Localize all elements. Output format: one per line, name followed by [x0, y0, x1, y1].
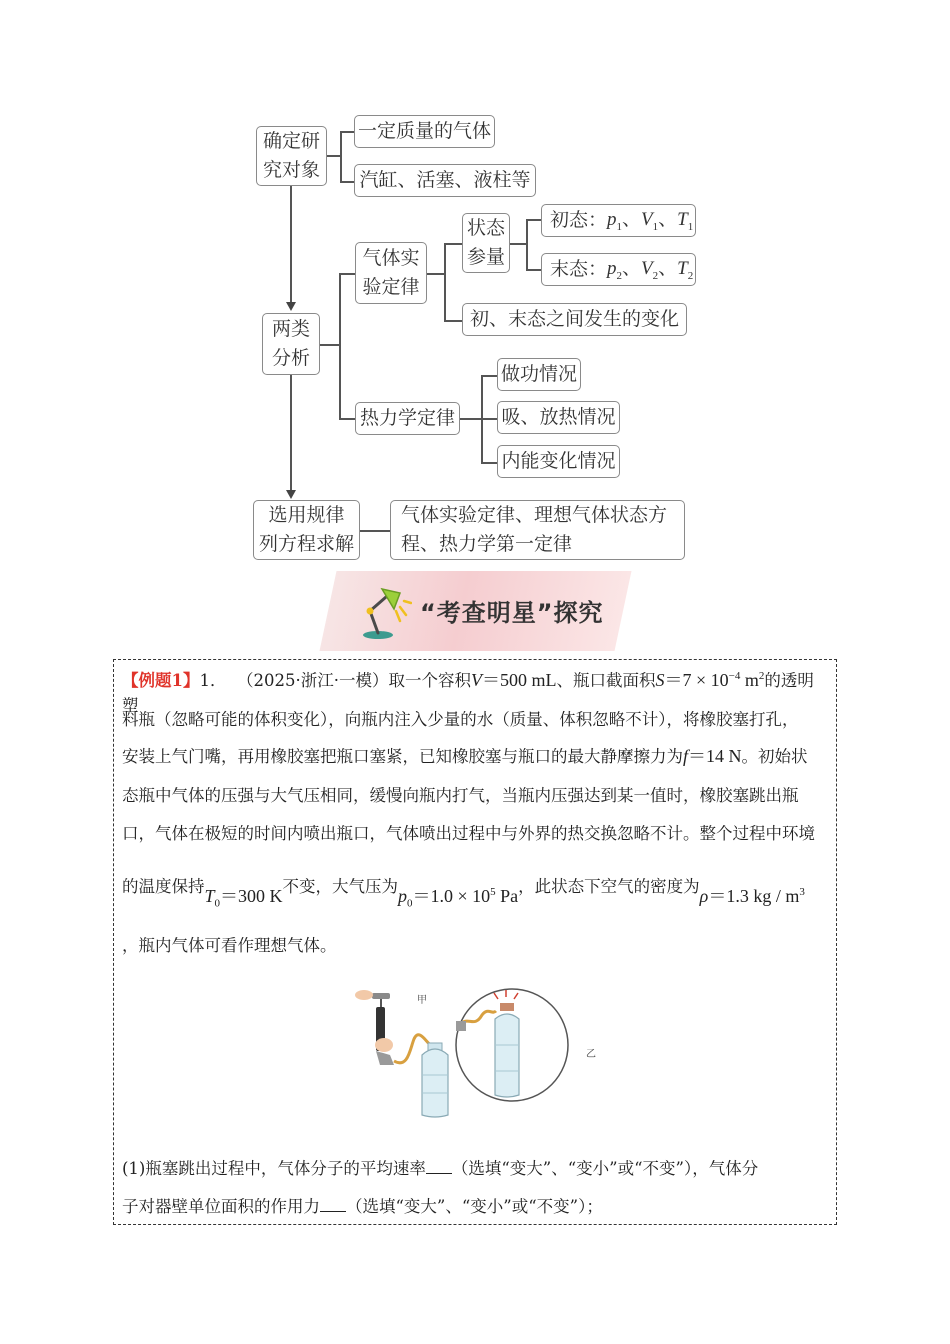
node-work	[497, 358, 581, 391]
connector	[340, 131, 342, 181]
answer-blank[interactable]	[320, 1197, 346, 1212]
text: 、瓶口截面积	[556, 671, 656, 690]
connector	[481, 375, 497, 377]
unit: Pa	[500, 886, 519, 906]
text: 取一个容积	[388, 671, 471, 690]
text: 。初始状	[741, 747, 808, 766]
exponent: 3	[799, 886, 805, 898]
connector	[526, 219, 541, 221]
node-text: 末态：	[550, 257, 608, 280]
connector	[427, 273, 445, 275]
node-text: 一定质量的气体	[357, 119, 491, 142]
node-research-object	[256, 126, 327, 186]
example-line-5: 口，气体在极短的时间内喷出瓶口，气体喷出过程中与外界的热交换忽略不计。整个过程中环境	[122, 824, 815, 843]
node-initial-state	[541, 204, 696, 237]
value-V: 500 mL	[499, 670, 557, 690]
node-text: 程、热力学第一定律	[401, 533, 573, 555]
node-heat	[497, 401, 620, 434]
connector	[510, 243, 527, 245]
question-1-line-2	[122, 1193, 828, 1217]
trunk-line	[290, 186, 292, 302]
connector	[327, 155, 341, 157]
node-text: 初、末态之间发生的变化	[469, 307, 679, 330]
connector	[320, 344, 340, 346]
connector	[340, 181, 354, 183]
node-text: 选用规律	[268, 503, 345, 526]
connector	[481, 418, 497, 420]
node-text: 内能变化情况	[501, 449, 616, 472]
example-line-2: 料瓶（忽略可能的体积变化），向瓶内注入少量的水（质量、体积忽略不计），将橡胶塞打孔，	[122, 710, 799, 729]
example-line-1: 【例题1】1． （2025·浙江·一模）取一个容积V＝500 mL、瓶口截面积$S=7 \times 10^{-4}$ $m^2$的透明塑	[122, 670, 814, 715]
flowchart	[0, 0, 950, 570]
pump-bottle-illustration	[350, 985, 610, 1120]
exponent: 5	[490, 886, 496, 898]
value-T0: 300 K	[238, 886, 283, 906]
question-source: （2025·浙江·一模）	[236, 671, 389, 690]
connector	[460, 418, 482, 420]
text: 的透明塑	[122, 671, 814, 715]
node-text: 两类	[271, 317, 310, 340]
arrow-down-icon	[286, 302, 296, 311]
text: （选填“变大”、“变小”或“不变”）；	[346, 1197, 603, 1216]
node-text: 初态：	[550, 208, 608, 231]
section-banner	[328, 571, 623, 651]
connector	[526, 269, 541, 271]
connector	[360, 530, 390, 532]
connector	[340, 131, 354, 133]
node-internal-energy	[497, 445, 620, 478]
value-rho: 1.3 kg / m	[726, 886, 800, 906]
node-text: 气体实验定律、理想气体状态方	[401, 503, 668, 526]
banner-title: “考查明星”探究	[420, 599, 604, 627]
example-line-7: ，瓶内气体可看作理想气体。	[122, 936, 337, 955]
text: 安装上气门嘴，再用橡胶塞把瓶口塞紧，已知橡胶塞与瓶口的最大静摩擦力为	[122, 747, 683, 766]
text: (1)瓶塞跳出过程中，气体分子的平均速率	[122, 1159, 426, 1178]
node-change	[462, 303, 687, 336]
node-text: 验定律	[362, 276, 420, 298]
example-line-3: 安装上气门嘴，再用橡胶塞把瓶口塞紧，已知橡胶塞与瓶口的最大静摩擦力为f＝14 N。初始状	[122, 746, 808, 766]
node-gas-mass	[354, 115, 495, 148]
node-text: 列方程求解	[258, 533, 354, 555]
text: 子对器壁单位面积的作用力	[122, 1197, 320, 1216]
node-choose-law	[253, 500, 360, 560]
state-vars: $p_1$、$V_1$、$T_1$	[607, 209, 694, 233]
connector	[339, 418, 355, 420]
trunk-line	[290, 375, 292, 490]
node-text: 参量	[466, 246, 505, 268]
node-state-params	[462, 213, 510, 273]
node-text: 汽缸、活塞、液柱等	[359, 168, 531, 191]
value-p0: 1.0 × 10	[430, 886, 491, 906]
answer-blank[interactable]	[426, 1159, 452, 1174]
node-cylinder	[354, 164, 536, 197]
node-text: 吸、放热情况	[501, 405, 616, 428]
connector	[481, 462, 497, 464]
text: （选填“变大”、“变小”或“不变”），气体分	[451, 1159, 759, 1178]
figure-label-b: 乙	[586, 1049, 596, 1060]
arrow-down-icon	[286, 490, 296, 499]
connector	[339, 273, 341, 418]
node-text: 做功情况	[500, 362, 577, 385]
node-final-state	[541, 253, 696, 286]
question-number: 1．	[199, 671, 227, 690]
node-thermo-law	[355, 402, 460, 435]
example-tag: 【例题1】	[122, 671, 200, 690]
node-gas-law	[355, 242, 427, 304]
value-S: 7 × 10	[682, 670, 729, 690]
example-line-6: 的温度保持$T_0=300$ K不变，大气压为$p_0=1.0 \times 10^5$ Pa，此状态下空气的密度为ρ＝1.3 kg / $m^3$	[122, 877, 805, 910]
exponent: −4	[728, 670, 741, 682]
example-line-4: 态瓶中气体的压强与大气压相同，缓慢向瓶内打气，当瓶内压强达到某一值时，橡胶塞跳出瓶	[122, 786, 799, 805]
node-text: 状态	[466, 216, 505, 239]
node-text: 气体实	[362, 246, 420, 269]
node-text: 确定研	[262, 129, 320, 152]
text: ，此状态下空气的密度为	[518, 877, 700, 896]
figure-label-a: 甲	[417, 995, 427, 1006]
question-1-line-1	[122, 1155, 828, 1179]
node-two-analysis	[262, 313, 320, 375]
connector	[444, 320, 462, 322]
state-vars: $p_2$、$V_2$、$T_2$	[607, 258, 694, 282]
unit: m	[744, 670, 759, 690]
node-text: 分析	[271, 347, 310, 369]
connector	[339, 273, 355, 275]
value-f: 14 N	[706, 746, 742, 766]
text: 的温度保持	[122, 877, 205, 896]
text: 不变，大气压为	[282, 877, 399, 896]
connector	[526, 219, 528, 269]
connector	[444, 243, 462, 245]
node-text: 热力学定律	[359, 406, 455, 429]
node-laws	[390, 500, 685, 560]
node-text: 究对象	[262, 159, 320, 181]
connector	[444, 243, 446, 320]
desk-lamp-icon	[356, 583, 412, 641]
bottle-pump-figure	[350, 985, 610, 1120]
